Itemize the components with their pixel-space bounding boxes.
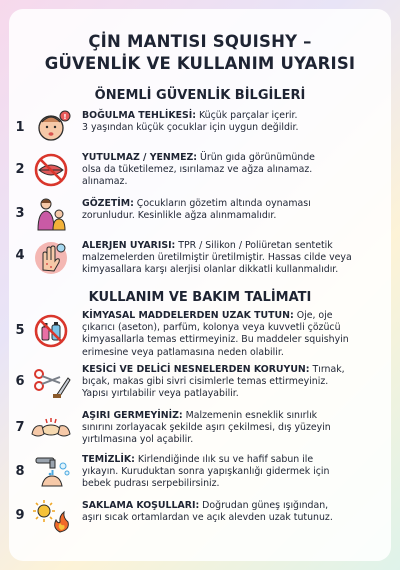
no-mouth-icon: [30, 152, 72, 188]
item-text: 3 yaşından küçük çocuklar için uygun değildir.: [82, 122, 299, 134]
item-text: bıçak, makas gibi sivri cisimlerle temas ettirmeyiniz.: [82, 376, 329, 388]
title-line-2: GÜVENLİK VE KULLANIM UYARISI: [44, 54, 356, 73]
item-heading: BOĞULMA TEHLİKESİ:: [82, 110, 197, 121]
item-text: Yapısı yırtılabilir veya patlayabilir.: [82, 388, 239, 400]
adult-supervision-icon: [30, 196, 72, 232]
item-heading: YUTULMAZ / YENMEZ:: [82, 152, 198, 163]
item-number: 7: [15, 420, 25, 435]
item-text: Tırnak,: [309, 364, 345, 375]
item-text: aşırı sıcak ortamlardan ve açık alevden uzak tutunuz.: [82, 512, 333, 524]
title-line-1: ÇİN MANTISI SQUISHY –: [88, 32, 312, 51]
item-text: yırtılmasına yol açabilir.: [82, 434, 194, 446]
item-number: 3: [15, 206, 25, 221]
item-text: çıkarıcı (aseton), parfüm, kolonya veya kuvvetli çözücü: [82, 322, 341, 334]
item-heading: KESİCİ VE DELİCİ NESNELERDEN KORUYUN:: [82, 364, 310, 375]
item-text: alınamaz.: [82, 176, 128, 188]
item-text: TPR / Silikon / Poliüretan sentetik: [175, 240, 333, 251]
item-heading: TEMİZLİK:: [82, 454, 135, 465]
item-number: 4: [15, 248, 25, 263]
section-heading-safety: ÖNEMLİ GÜVENLİK BİLGİLERİ: [94, 88, 306, 103]
item-text: zorunludur. Kesinlikle ağza alınmamalıdır.: [82, 210, 277, 222]
item-text: sınırını zorlayacak şekilde aşırı çekilmesi, dış yüzeyin: [82, 422, 331, 434]
item-text: olsa da tüketilemez, ısırılamaz ve ağza alınamaz.: [82, 164, 313, 176]
item-heading: AŞIRI GERMEYİNİZ:: [82, 410, 183, 421]
item-text: Ürün gıda görünümünde: [197, 152, 315, 163]
item-text: Doğrudan güneş ışığından,: [199, 500, 329, 511]
no-chemicals-icon: [30, 313, 72, 349]
allergen-hand-icon: [30, 240, 72, 276]
item-number: 5: [15, 323, 25, 338]
sharp-objects-icon: [30, 364, 72, 400]
item-heading: GÖZETİM:: [82, 198, 134, 209]
svg-text:!: !: [63, 113, 67, 121]
item-text: kimyasallarla temas ettirmeyiniz. Bu maddeler squishyin: [82, 334, 349, 346]
item-number: 9: [15, 508, 25, 523]
item-text: Malzemenin esneklik sınırlık: [182, 410, 318, 421]
item-heading: SAKLAMA KOŞULLARI:: [82, 500, 200, 511]
item-text: malzemelerden üretilmiştir üretilmiştir. Hassas cilde veya: [82, 252, 352, 264]
item-heading: KİMYASAL MADDELERDEN UZAK TUTUN:: [82, 310, 294, 321]
section-heading-usage: KULLANIM VE BAKIM TALİMATI: [88, 290, 312, 305]
choking-child-icon: [30, 110, 72, 146]
item-heading: ALERJEN UYARISI:: [82, 240, 176, 251]
item-number: 1: [15, 120, 25, 135]
item-text: Küçük parçalar içerir.: [196, 110, 298, 121]
item-text: Kirlendiğinde ılık su ve hafif sabun ile: [134, 454, 314, 465]
item-text: Çocukların gözetim altında oynaması: [133, 198, 311, 209]
item-text: erimesine veya patlamasına neden olabilir.: [82, 346, 284, 358]
sun-fire-icon: [30, 498, 72, 534]
item-number: 8: [15, 464, 25, 479]
item-text: Oje, oje: [293, 310, 333, 321]
item-number: 6: [15, 374, 25, 389]
stretching-hands-icon: [30, 412, 72, 448]
item-number: 2: [15, 162, 25, 177]
item-text: kimyasallara karşı alerjisi olanlar dikkatli kullanmalıdır.: [82, 264, 339, 276]
item-text: yıkayın. Kuruduktan sonra yapışkanlığı gidermek için: [82, 466, 330, 478]
item-text: bebek pudrası serpebilirsiniz.: [82, 478, 220, 490]
washing-faucet-icon: [30, 454, 72, 490]
